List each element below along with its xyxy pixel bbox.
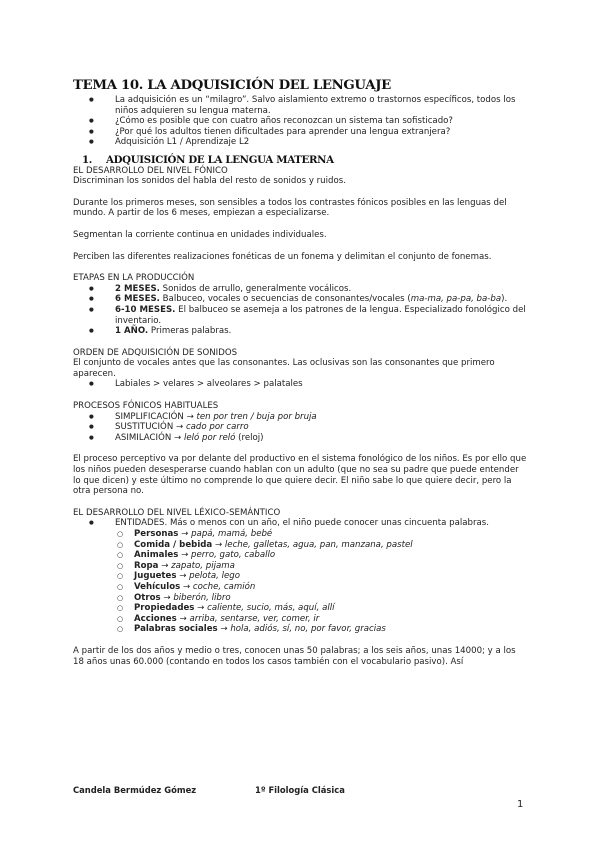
list-item (73, 433, 528, 444)
intro-bullet-list (73, 95, 528, 148)
paragraph: Durante los primeros meses, son sensibles a todos los contrastes fónicos posibles en las lenguas del mundo. A partir de los 6 meses, empiezan a especializarse. (73, 197, 507, 219)
item-label: 6-10 MESES. (115, 304, 176, 315)
paragraph: A partir de los dos años y medio o tres, conocen unas 50 palabras; a los seis años, unas 14000; y a los 18 años unas 60.000 (contando en todos los casos también con el vocabulario pasivo). Así (73, 645, 516, 667)
item-text: Más o menos con un año, el niño puede conocer unas cincuenta palabras. (167, 518, 489, 529)
list-item (73, 614, 528, 625)
arrow-icon: → (178, 550, 192, 561)
item-text: Sonidos de arrullo, generalmente vocálicos. (159, 283, 352, 294)
item-example: leló por reló (183, 432, 236, 443)
item-example: pelota, lego (189, 571, 241, 582)
section-number: 1. (82, 153, 93, 166)
list-item (73, 571, 528, 582)
orden-list (73, 379, 528, 390)
item-text: Primeras palabras. (148, 326, 232, 337)
item-example: coche, camión (192, 581, 256, 592)
item-example: perro, gato, caballo (191, 550, 276, 561)
list-item (73, 422, 528, 433)
list-item: ● ¿Por qué los adultos tienen dificultades para aprender una lengua extranjera? (73, 127, 528, 138)
item-example: ma-ma, pa-pa, ba-ba (410, 294, 502, 305)
document-body (73, 95, 528, 667)
subheading-fonico: EL DESARROLLO DEL NIVEL FÓNICO (73, 165, 228, 176)
item-label: 2 MESES. (115, 283, 160, 294)
list-item (73, 284, 528, 295)
arrow-icon: → (160, 592, 174, 603)
item-label: Comida / bebida (134, 539, 213, 550)
list-item (73, 582, 528, 593)
list-item (73, 624, 528, 635)
paragraph: Segmentan la corriente continua en unidades individuales. (73, 229, 327, 240)
procesos-list (73, 412, 528, 444)
paragraph: Perciben las diferentes realizaciones fonéticas de un fonema y delimitan el conjunto de fonemas. (73, 251, 492, 262)
paragraph: Discriminan los sonidos del habla del resto de sonidos y ruidos. (73, 176, 346, 187)
item-label: SUSTITUCIÓN (115, 422, 174, 433)
arrow-icon: → (173, 422, 186, 433)
paragraph: El conjunto de vocales antes que las consonantes. Las oclusivas son las consonantes que primero aparecen. (73, 358, 495, 379)
item-label: Juguetes (134, 571, 177, 582)
item-label: Personas (134, 529, 179, 539)
item-example: hola, adiós, sí, no, por favor, gracias (230, 624, 386, 635)
subheading-etapas: ETAPAS EN LA PRODUCCIÓN (73, 273, 195, 284)
item-example: ten por tren / buja por bruja (196, 411, 317, 422)
item-label: Ropa (134, 560, 159, 571)
subheading-orden: ORDEN DE ADQUISICIÓN DE SONIDOS (73, 347, 238, 358)
item-label: 6 MESES. (115, 294, 160, 305)
item-example: caliente, sucio, más, aquí, allí (207, 603, 335, 614)
arrow-icon: → (194, 603, 208, 614)
item-text: Balbuceo, vocales o secuencias de consonantes/vocales ( (159, 294, 411, 305)
item-end: ). (501, 294, 508, 305)
item-label: ENTIDADES. (115, 518, 168, 529)
arrow-icon: → (171, 432, 184, 443)
list-item (73, 540, 528, 551)
page-footer (73, 785, 528, 795)
item-example: biberón, libro (173, 592, 231, 603)
item-label: Animales (134, 550, 179, 561)
item-end: (reloj) (235, 432, 264, 443)
arrow-icon: → (158, 560, 172, 571)
document-title: TEMA 10. LA ADQUISICIÓN DEL LENGUAJE (73, 78, 391, 93)
paragraph: El proceso perceptivo va por delante del productivo en el sistema fonológico de los niños. Es por ello que los niños pueden desesperarse cuando hablan con un adulto (que no sea su padre que puede entender lo que dicen) y este último no comprende lo que quiere decir. El niño sabe lo que quiere decir, pero la otra persona no. (73, 454, 527, 497)
item-text: El balbuceo se asemeja a los patrones de la lengua. Especializado fonológico del inventario. (115, 304, 526, 326)
lexico-list (73, 518, 528, 529)
list-item (73, 561, 528, 572)
subheading-procesos: PROCESOS FÓNICOS HABITUALES (73, 401, 219, 412)
list-item (73, 412, 528, 423)
list-item (73, 294, 528, 305)
list-item (73, 603, 528, 614)
arrow-icon: → (176, 571, 190, 582)
section-heading (73, 155, 528, 166)
item-label: Acciones (134, 613, 177, 624)
item-label: ASIMILACIÓN (115, 432, 172, 443)
arrow-icon: → (183, 411, 197, 422)
item-example: cado por carro (185, 422, 249, 433)
list-item: ● Adquisición L1 / Aprendizaje L2 (73, 137, 528, 148)
list-item: ● La adquisición es un “milagro”. Salvo aislamiento extremo o trastornos específicos, todos los niños adquieren su lengua materna. (73, 95, 528, 116)
item-label: Otros (134, 592, 161, 603)
section-title: ADQUISICIÓN DE LA LENGUA MATERNA (106, 153, 334, 166)
item-example: leche, galletas, agua, pan, manzana, pastel (224, 539, 413, 550)
arrow-icon: → (178, 529, 192, 539)
arrow-icon: → (176, 613, 190, 624)
item-label: Propiedades (134, 603, 195, 614)
item-label: Vehículos (134, 581, 181, 592)
list-item (73, 593, 528, 604)
arrow-icon: → (217, 624, 231, 635)
list-item: ● ¿Cómo es posible que con cuatro años reconozcan un sistema tan sofisticado? (73, 116, 528, 127)
list-item (73, 518, 528, 529)
list-item (73, 529, 528, 540)
item-label: 1 AÑO. (115, 326, 149, 337)
list-item: ● Labiales > velares > alveolares > palatales (73, 379, 528, 390)
arrow-icon: → (212, 539, 225, 550)
item-label: SIMPLIFICACIÓN (115, 411, 184, 422)
subheading-lexico: EL DESARROLLO DEL NIVEL LÉXICO-SEMÁNTICO (73, 507, 281, 518)
entidades-sublist (73, 529, 528, 635)
list-item (73, 550, 528, 561)
item-example: papá, mamá, bebé (191, 529, 273, 539)
arrow-icon: → (180, 581, 193, 592)
list-item (73, 305, 528, 326)
item-example: arriba, sentarse, ver, comer, ir (189, 613, 320, 624)
item-example: zapato, pijama (171, 560, 235, 571)
etapas-list (73, 284, 528, 337)
footer-author: Candela Bermúdez Gómez (73, 785, 197, 795)
list-item (73, 326, 528, 337)
footer-course: 1º Filología Clásica (255, 785, 345, 795)
item-label: Palabras sociales (134, 624, 218, 635)
page-number: 1 (517, 799, 524, 810)
